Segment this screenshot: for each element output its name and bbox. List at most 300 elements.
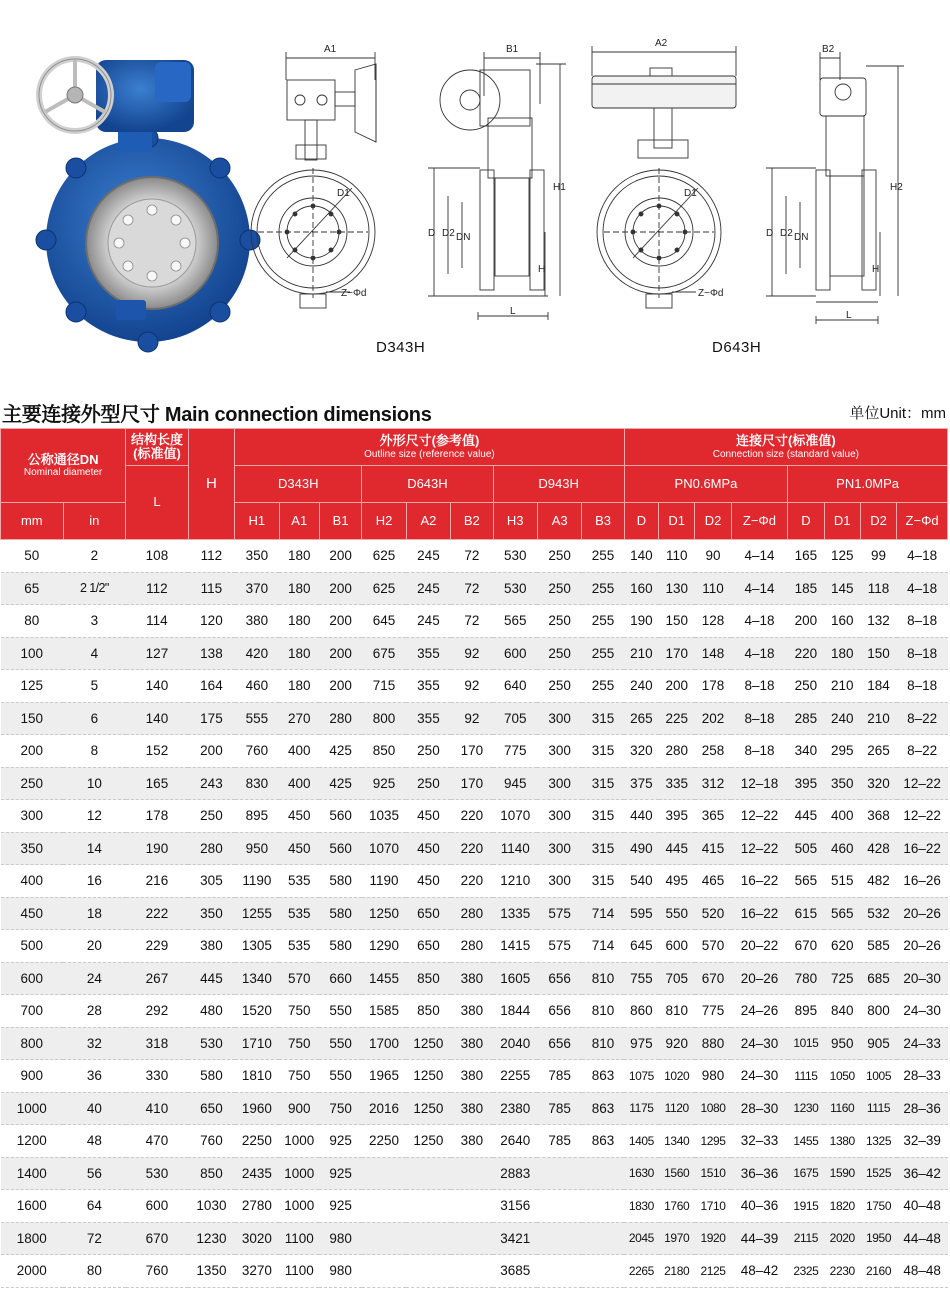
table-cell: 656: [537, 995, 581, 1028]
table-cell: 840: [824, 995, 860, 1028]
table-cell: 1800: [1, 1222, 64, 1255]
table-cell: 920: [659, 1027, 695, 1060]
table-cell: 900: [1, 1060, 64, 1093]
table-cell: 350: [235, 540, 279, 573]
table-cell: 2250: [362, 1125, 406, 1158]
table-cell: 210: [624, 637, 658, 670]
table-cell: 980: [319, 1255, 361, 1288]
dim-label-d1-a: D1: [337, 188, 350, 199]
header-pn06: PN0.6MPa: [624, 466, 788, 503]
header-outline-cn: 外形尺寸(参考值): [379, 433, 480, 449]
table-cell: 2000: [1, 1255, 64, 1288]
table-cell: 975: [624, 1027, 658, 1060]
table-cell: 1455: [362, 962, 406, 995]
table-cell: 575: [537, 897, 581, 930]
table-cell: 775: [695, 995, 731, 1028]
table-cell: 2883: [493, 1157, 537, 1190]
table-cell: 560: [319, 800, 361, 833]
table-cell: 1590: [824, 1157, 860, 1190]
table-cell: 28–36: [897, 1092, 948, 1125]
table-cell: 2255: [493, 1060, 537, 1093]
table-cell: 925: [319, 1190, 361, 1223]
table-cell: 1350: [188, 1255, 234, 1288]
table-cell: 1120: [659, 1092, 695, 1125]
table-cell: 92: [451, 670, 493, 703]
table-cell: 255: [582, 637, 624, 670]
table-cell: 12–22: [731, 832, 788, 865]
header-d-pn06: D: [624, 503, 658, 540]
dim-label-zd-a: Z−Φd: [341, 288, 367, 299]
table-cell: 145: [824, 572, 860, 605]
table-cell: 220: [788, 637, 824, 670]
table-row: [1, 865, 948, 898]
table-cell: 535: [279, 930, 319, 963]
table-cell: 16–22: [731, 897, 788, 930]
table-cell: 490: [624, 832, 658, 865]
table-cell: 285: [788, 702, 824, 735]
table-cell: 480: [188, 995, 234, 1028]
d643h-side-view: [766, 52, 904, 324]
table-cell: 520: [695, 897, 731, 930]
table-cell: 2: [63, 540, 126, 573]
table-cell: 1710: [235, 1027, 279, 1060]
table-cell: 140: [126, 702, 189, 735]
table-cell: 1305: [235, 930, 279, 963]
table-cell: 200: [319, 637, 361, 670]
table-row: [1, 1027, 948, 1060]
table-cell: 250: [188, 800, 234, 833]
table-cell: 1175: [624, 1092, 658, 1125]
dim-label-b1: B1: [506, 44, 519, 55]
table-cell: 4–18: [897, 540, 948, 573]
table-cell: 32–39: [897, 1125, 948, 1158]
table-cell: [451, 1157, 493, 1190]
table-cell: 670: [695, 962, 731, 995]
table-cell: 482: [860, 865, 896, 898]
table-cell: 1050: [824, 1060, 860, 1093]
table-cell: 1560: [659, 1157, 695, 1190]
table-cell: 200: [319, 540, 361, 573]
table-row: [1, 670, 948, 703]
table-cell: 250: [406, 735, 450, 768]
table-cell: 2160: [860, 1255, 896, 1288]
table-cell: 202: [695, 702, 731, 735]
table-cell: 1915: [788, 1190, 824, 1223]
table-cell: 4–14: [731, 572, 788, 605]
table-cell: 255: [582, 605, 624, 638]
table-cell: 229: [126, 930, 189, 963]
table-cell: 1970: [659, 1222, 695, 1255]
table-cell: 465: [695, 865, 731, 898]
table-cell: 1080: [695, 1092, 731, 1125]
table-cell: 178: [695, 670, 731, 703]
header-l: L: [126, 466, 189, 540]
table-cell: 48–42: [731, 1255, 788, 1288]
table-cell: 1000: [279, 1125, 319, 1158]
header-length: [126, 429, 189, 466]
table-cell: 560: [319, 832, 361, 865]
table-cell: 395: [659, 800, 695, 833]
dim-label-a2: A2: [655, 38, 668, 49]
table-cell: 1600: [1, 1190, 64, 1223]
table-cell: 65: [1, 572, 64, 605]
table-cell: 258: [695, 735, 731, 768]
table-cell: 1255: [235, 897, 279, 930]
dim-label-l-a: L: [510, 306, 516, 317]
table-cell: 755: [624, 962, 658, 995]
table-cell: 112: [188, 540, 234, 573]
header-zd-pn06: Z−Φd: [731, 503, 788, 540]
table-cell: 1000: [279, 1190, 319, 1223]
table-cell: 112: [126, 572, 189, 605]
table-cell: 3685: [493, 1255, 537, 1288]
table-row: [1, 1092, 948, 1125]
table-cell: 660: [319, 962, 361, 995]
header-nominal-cn: 公称通径DN: [27, 451, 99, 467]
table-cell: 240: [624, 670, 658, 703]
header-mm: mm: [1, 503, 64, 540]
table-cell: 1230: [788, 1092, 824, 1125]
header-b3: B3: [582, 503, 624, 540]
table-cell: 645: [624, 930, 658, 963]
table-cell: 600: [493, 637, 537, 670]
table-cell: [582, 1255, 624, 1288]
table-cell: 216: [126, 865, 189, 898]
table-cell: 300: [1, 800, 64, 833]
table-cell: 138: [188, 637, 234, 670]
table-cell: 400: [279, 735, 319, 768]
table-cell: 305: [188, 865, 234, 898]
table-cell: 625: [362, 572, 406, 605]
table-cell: 750: [319, 1092, 361, 1125]
table-cell: 8–18: [897, 637, 948, 670]
header-h: H: [188, 429, 234, 540]
table-cell: 150: [860, 637, 896, 670]
table-cell: 380: [235, 605, 279, 638]
table-cell: 810: [659, 995, 695, 1028]
header-length-cn-2: (标准值): [133, 446, 181, 461]
table-cell: 905: [860, 1027, 896, 1060]
dim-label-h-b: H: [872, 264, 880, 275]
table-cell: 1700: [362, 1027, 406, 1060]
table-cell: 785: [537, 1060, 581, 1093]
table-cell: 535: [279, 865, 319, 898]
table-cell: 2180: [659, 1255, 695, 1288]
table-cell: 295: [824, 735, 860, 768]
table-cell: 1035: [362, 800, 406, 833]
table-cell: 1675: [788, 1157, 824, 1190]
table-row: [1, 735, 948, 768]
table-cell: 1030: [188, 1190, 234, 1223]
table-cell: 2265: [624, 1255, 658, 1288]
table-cell: 450: [279, 800, 319, 833]
table-cell: 20–30: [897, 962, 948, 995]
table-cell: 280: [319, 702, 361, 735]
table-cell: 380: [451, 1027, 493, 1060]
table-cell: 8–18: [731, 702, 788, 735]
table-cell: 980: [319, 1222, 361, 1255]
table-cell: 72: [63, 1222, 126, 1255]
table-cell: [582, 1190, 624, 1223]
header-outline-en: Outline size (reference value): [364, 448, 495, 460]
table-cell: 99: [860, 540, 896, 573]
table-cell: 1605: [493, 962, 537, 995]
table-cell: 24–30: [731, 1027, 788, 1060]
table-cell: 255: [582, 670, 624, 703]
table-cell: 267: [126, 962, 189, 995]
table-cell: 44–39: [731, 1222, 788, 1255]
table-cell: 315: [582, 832, 624, 865]
table-cell: 620: [824, 930, 860, 963]
table-cell: 125: [824, 540, 860, 573]
table-cell: 12–22: [897, 767, 948, 800]
table-cell: 760: [188, 1125, 234, 1158]
table-cell: [362, 1222, 406, 1255]
table-cell: 48: [63, 1125, 126, 1158]
table-cell: 570: [695, 930, 731, 963]
table-cell: 24–26: [731, 995, 788, 1028]
table-cell: 1405: [624, 1125, 658, 1158]
dim-label-zd-b: Z−Φd: [698, 288, 724, 299]
table-cell: 36–36: [731, 1157, 788, 1190]
table-cell: 400: [279, 767, 319, 800]
table-cell: 250: [406, 767, 450, 800]
table-cell: [406, 1222, 450, 1255]
table-cell: 575: [537, 930, 581, 963]
table-cell: 1140: [493, 832, 537, 865]
table-cell: 200: [788, 605, 824, 638]
table-cell: 280: [659, 735, 695, 768]
header-a1: A1: [279, 503, 319, 540]
table-body: [1, 540, 948, 1288]
table-cell: 160: [624, 572, 658, 605]
header-d2-pn06: D2: [695, 503, 731, 540]
table-cell: 128: [695, 605, 731, 638]
table-cell: 415: [695, 832, 731, 865]
table-cell: 152: [126, 735, 189, 768]
table-cell: 200: [188, 735, 234, 768]
table-cell: 530: [126, 1157, 189, 1190]
header-d643h: D643H: [362, 466, 493, 503]
table-cell: 5: [63, 670, 126, 703]
table-cell: 350: [188, 897, 234, 930]
table-cell: 615: [788, 897, 824, 930]
table-cell: 1920: [695, 1222, 731, 1255]
table-row: [1, 1157, 948, 1190]
table-row: [1, 897, 948, 930]
table-cell: 640: [493, 670, 537, 703]
table-cell: 1585: [362, 995, 406, 1028]
dim-label-d2-b: D2: [780, 228, 793, 239]
table-cell: 12: [63, 800, 126, 833]
table-cell: 1020: [659, 1060, 695, 1093]
table-cell: 250: [537, 540, 581, 573]
table-cell: 4–18: [731, 637, 788, 670]
table-row: [1, 930, 948, 963]
table-cell: 20–26: [897, 930, 948, 963]
table-cell: 1400: [1, 1157, 64, 1190]
table-cell: 243: [188, 767, 234, 800]
valve-photo: [36, 59, 260, 352]
table-cell: 460: [235, 670, 279, 703]
table-cell: 565: [493, 605, 537, 638]
table-cell: 300: [537, 767, 581, 800]
table-cell: 380: [188, 930, 234, 963]
table-cell: 830: [235, 767, 279, 800]
table-cell: 180: [279, 540, 319, 573]
table-cell: 180: [279, 605, 319, 638]
table-cell: 1190: [235, 865, 279, 898]
table-cell: 150: [1, 702, 64, 735]
table-cell: 150: [659, 605, 695, 638]
table-cell: 110: [659, 540, 695, 573]
table-cell: 148: [695, 637, 731, 670]
table-cell: 300: [537, 702, 581, 735]
table-cell: 2640: [493, 1125, 537, 1158]
table-cell: [362, 1190, 406, 1223]
table-cell: 114: [126, 605, 189, 638]
table-cell: 250: [537, 572, 581, 605]
table-cell: 425: [319, 735, 361, 768]
header-b1: B1: [319, 503, 361, 540]
table-cell: 315: [582, 767, 624, 800]
table-cell: 3270: [235, 1255, 279, 1288]
header-h1: H1: [235, 503, 279, 540]
table-cell: 450: [406, 832, 450, 865]
header-b2: B2: [451, 503, 493, 540]
d343h-side-view: [428, 52, 566, 320]
table-cell: 250: [1, 767, 64, 800]
dim-label-h2: H2: [890, 182, 903, 193]
table-cell: 714: [582, 897, 624, 930]
table-cell: 140: [126, 670, 189, 703]
section-title: 主要连接外型尺寸 Main connection dimensions: [2, 404, 432, 426]
table-cell: 32–33: [731, 1125, 788, 1158]
table-row: [1, 637, 948, 670]
table-cell: 850: [406, 962, 450, 995]
table-cell: 395: [788, 767, 824, 800]
table-cell: 380: [451, 1060, 493, 1093]
table-cell: 12–22: [731, 800, 788, 833]
table-cell: 650: [406, 897, 450, 930]
table-cell: 1335: [493, 897, 537, 930]
table-cell: 580: [188, 1060, 234, 1093]
table-cell: 125: [1, 670, 64, 703]
table-cell: [451, 1255, 493, 1288]
dim-label-l-b: L: [846, 310, 852, 321]
table-cell: 1015: [788, 1027, 824, 1060]
table-cell: 40–48: [897, 1190, 948, 1223]
header-a3: A3: [537, 503, 581, 540]
table-cell: 1510: [695, 1157, 731, 1190]
header-d1-pn06: D1: [659, 503, 695, 540]
table-cell: 1710: [695, 1190, 731, 1223]
table-cell: 8–22: [897, 702, 948, 735]
table-cell: 775: [493, 735, 537, 768]
table-cell: 8–22: [897, 735, 948, 768]
table-cell: 92: [451, 702, 493, 735]
table-cell: [406, 1255, 450, 1288]
table-cell: 880: [695, 1027, 731, 1060]
table-cell: 14: [63, 832, 126, 865]
table-cell: 895: [235, 800, 279, 833]
table-cell: 1190: [362, 865, 406, 898]
table-cell: 4: [63, 637, 126, 670]
table-cell: 245: [406, 540, 450, 573]
table-cell: 645: [362, 605, 406, 638]
table-cell: 8–18: [731, 735, 788, 768]
table-cell: 190: [126, 832, 189, 865]
header-nominal-en: Nominal diameter: [23, 467, 103, 479]
table-cell: 445: [659, 832, 695, 865]
table-cell: 36–42: [897, 1157, 948, 1190]
caption-d643h: D643H: [712, 339, 762, 356]
table-cell: 12–22: [897, 800, 948, 833]
table-cell: 250: [788, 670, 824, 703]
table-cell: 127: [126, 637, 189, 670]
header-a2: A2: [406, 503, 450, 540]
table-cell: 355: [406, 702, 450, 735]
table-cell: 130: [659, 572, 695, 605]
table-cell: 16: [63, 865, 126, 898]
table-cell: 1000: [1, 1092, 64, 1125]
table-cell: 28–33: [897, 1060, 948, 1093]
table-cell: 565: [788, 865, 824, 898]
table-cell: 925: [319, 1157, 361, 1190]
table-cell: 80: [63, 1255, 126, 1288]
table-row: [1, 1190, 948, 1223]
table-cell: 300: [537, 735, 581, 768]
table-cell: 450: [406, 865, 450, 898]
table-cell: 420: [235, 637, 279, 670]
table-cell: 20–26: [897, 897, 948, 930]
table-cell: 140: [624, 540, 658, 573]
table-cell: 925: [362, 767, 406, 800]
table-cell: 1290: [362, 930, 406, 963]
table-cell: 810: [582, 962, 624, 995]
dim-label-b2: B2: [822, 44, 835, 55]
table-row: [1, 800, 948, 833]
dim-label-d2-a: D2: [442, 228, 455, 239]
header-d2-pn10: D2: [860, 503, 896, 540]
valve-drawings: [0, 0, 950, 380]
table-cell: [406, 1157, 450, 1190]
table-cell: 108: [126, 540, 189, 573]
header-h3: H3: [493, 503, 537, 540]
table-cell: 255: [582, 572, 624, 605]
table-cell: 1960: [235, 1092, 279, 1125]
table-cell: 92: [451, 637, 493, 670]
table-cell: 850: [406, 995, 450, 1028]
table-cell: 350: [1, 832, 64, 865]
table-cell: 28–30: [731, 1092, 788, 1125]
table-row: [1, 1255, 948, 1288]
table-cell: 300: [537, 865, 581, 898]
table-cell: 1100: [279, 1222, 319, 1255]
table-cell: 1210: [493, 865, 537, 898]
table-cell: [537, 1157, 581, 1190]
table-cell: 315: [582, 735, 624, 768]
table-cell: 220: [451, 800, 493, 833]
header-d1-pn10: D1: [824, 503, 860, 540]
table-cell: 445: [188, 962, 234, 995]
table-cell: 1115: [860, 1092, 896, 1125]
table-cell: 200: [319, 670, 361, 703]
table-cell: 550: [319, 995, 361, 1028]
table-cell: 16–22: [897, 832, 948, 865]
table-cell: 375: [624, 767, 658, 800]
table-cell: 2 1/2": [63, 572, 126, 605]
